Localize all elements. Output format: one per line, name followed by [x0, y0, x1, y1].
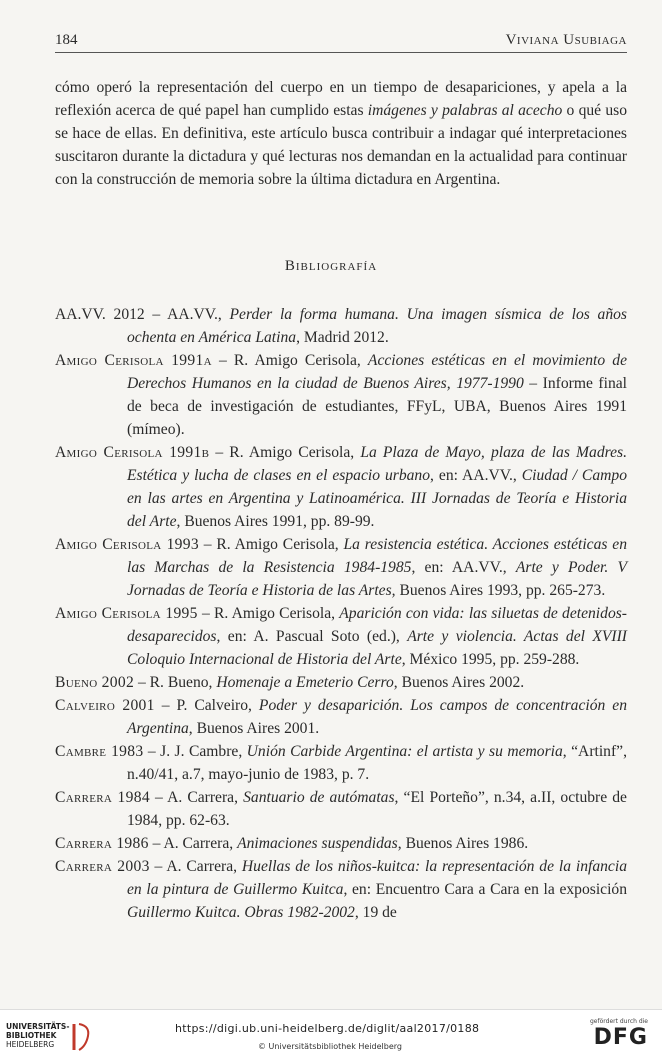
entry-title: Aparición con vida: las siluetas de detenidos-desaparecidos	[127, 605, 627, 645]
biblio-entry	[55, 786, 627, 832]
entry-title: Guillermo Kuitca. Obras 1982-2002	[127, 904, 355, 921]
intro-italic: imágenes y palabras al acecho	[367, 102, 563, 119]
entry-text: , Buenos Aires 1991, pp. 89-99.	[176, 513, 375, 530]
entry-text: , Buenos Aires 2002.	[393, 674, 525, 691]
running-author: Viviana Usubiaga	[505, 32, 627, 48]
entry-text: – Informe final de beca de investigación de estudiantes, FFyL, UBA, Buenos Aires 1991 (mímeo).	[127, 375, 627, 438]
entry-key: Calveiro 2001	[55, 697, 155, 714]
entry-title: Ciudad / Campo en las artes en Argentina y Latinoamérica. III Jornadas de Teoría e Historia del Arte	[127, 467, 627, 530]
entry-text: , Madrid 2012.	[296, 329, 389, 346]
page-number: 184	[55, 32, 78, 48]
library-name-line: UNIVERSITÄTS-	[6, 1022, 70, 1031]
entry-text: , México 1995, pp. 259-288.	[401, 651, 580, 668]
entry-title: Huellas de los niños-kuitca: la representación de la infancia en la pintura de Guillermo Kuitca	[127, 858, 627, 898]
biblio-entry	[55, 832, 627, 855]
dfg-wordmark: DFG	[593, 1025, 648, 1050]
entry-text: , en: AA.VV.,	[411, 559, 516, 576]
library-logo	[6, 1022, 98, 1056]
entry-title: Animaciones suspendidas	[237, 835, 398, 852]
entry-text: – R. Amigo Cerisola,	[198, 536, 344, 553]
library-emblem-icon	[68, 1022, 94, 1052]
entry-text: , en: A. Pascual Soto (ed.),	[216, 628, 408, 645]
entry-text: – A. Carrera,	[148, 835, 238, 852]
entry-text: – R. Amigo Cerisola,	[197, 605, 340, 622]
biblio-entry	[55, 533, 627, 602]
biblio-entry	[55, 303, 627, 349]
entry-text: , Buenos Aires 2001.	[188, 720, 320, 737]
permalink-url[interactable]: https://digi.ub.uni-heidelberg.de/diglit/aal2017/0188	[175, 1022, 480, 1035]
biblio-entry	[55, 694, 627, 740]
section-title: Bibliografía	[284, 258, 378, 274]
entry-key: Cambre 1983	[55, 743, 144, 760]
intro-text-a: cómo operó la representación del cuerpo en un tiempo de desapariciones, y apela a la reflexión acerca de qué papel han cumplido estas	[55, 79, 627, 119]
intro-paragraph	[55, 76, 627, 191]
entry-title: Acciones estéticas en el movimiento de Derechos Humanos en la ciudad de Buenos Aires, 1977-1990	[127, 352, 627, 392]
entry-text: , “El Porteño”, n.34, a.II, octubre de 1984, pp. 62-63.	[127, 789, 627, 829]
entry-text: – P. Calveiro,	[154, 697, 259, 714]
entry-text: , Buenos Aires 1986.	[397, 835, 529, 852]
biblio-entry	[55, 671, 627, 694]
entry-title: Homenaje a Emeterio Cerro	[216, 674, 394, 691]
bibliography-list	[55, 303, 627, 924]
intro-text-b: o qué uso se hace de ellas. En definitiva, este artículo busca contribuir a indagar qué interpretaciones suscitaron durante la dictadura y qué lecturas nos demandan en la actualidad para continuar con la construcción de memoria sobre la última dictadura en Argentina.	[55, 102, 627, 188]
entry-key: Carrera 1986	[55, 835, 149, 852]
entry-text: – AA.VV.,	[144, 306, 230, 323]
library-name-line: BIBLIOTHEK	[6, 1031, 57, 1040]
dfg-logo	[578, 1018, 648, 1050]
entry-title: La resistencia estética. Acciones estéticas en las Marchas de la Resistencia 1984-1985	[127, 536, 627, 576]
entry-key: Amigo Cerisola 1993	[55, 536, 199, 553]
entry-title: Unión Carbide Argentina: el artista y su memoria	[246, 743, 563, 760]
entry-text: , “Artinf”, n.40/41, a.7, mayo-junio de 1983, p. 7.	[127, 743, 627, 783]
biblio-entry	[55, 740, 627, 786]
entry-key: Carrera 2003	[55, 858, 150, 875]
entry-text: – A. Carrera,	[149, 789, 244, 806]
entry-title: Perder la forma humana. Una imagen sísmica de los años ochenta en América Latina	[127, 306, 627, 346]
entry-title: La Plaza de Mayo, plaza de las Madres. Estética y lucha de clases en el espacio urbano	[127, 444, 627, 484]
entry-title: Poder y desaparición. Los campos de concentración en Argentina	[127, 697, 627, 737]
entry-key: Carrera 1984	[55, 789, 150, 806]
entry-key: Bueno 2002	[55, 674, 135, 691]
running-header	[55, 30, 627, 53]
entry-title: Arte y Poder. V Jornadas de Teoría e Historia de las Artes,	[127, 559, 628, 599]
biblio-entry	[55, 441, 627, 533]
entry-text: – R. Amigo Cerisola,	[209, 444, 361, 461]
entry-text: – A. Carrera,	[149, 858, 242, 875]
biblio-entry	[55, 855, 627, 924]
biblio-entry	[55, 602, 627, 671]
copyright-text: © Universitätsbibliothek Heidelberg	[258, 1042, 403, 1051]
entry-title: Arte y violencia. Actas del XVIII Coloquio Internacional de Historia del Arte	[127, 628, 627, 668]
entry-text: , en: Encuentro Cara a Cara en la exposición	[343, 881, 627, 898]
biblio-entry	[55, 349, 627, 441]
library-name-line: HEIDELBERG	[6, 1040, 55, 1049]
entry-title: Santuario de autómatas	[243, 789, 395, 806]
entry-key: Amigo Cerisola 1995	[55, 605, 198, 622]
entry-key: Amigo Cerisola 1991b	[55, 444, 210, 461]
entry-text: – R. Amigo Cerisola,	[211, 352, 368, 369]
entry-key: AA.VV. 2012	[55, 306, 145, 323]
viewer-footer	[0, 1009, 662, 1060]
entry-text: – J. J. Cambre,	[143, 743, 247, 760]
entry-text: – R. Bueno,	[134, 674, 217, 691]
entry-text: , 19 de	[354, 904, 397, 921]
entry-key: Amigo Cerisola 1991a	[55, 352, 212, 369]
entry-text: Buenos Aires 1993, pp. 265-273.	[395, 582, 606, 599]
entry-text: , en: AA.VV.,	[430, 467, 522, 484]
dfg-caption: gefördert durch die	[590, 1018, 648, 1025]
